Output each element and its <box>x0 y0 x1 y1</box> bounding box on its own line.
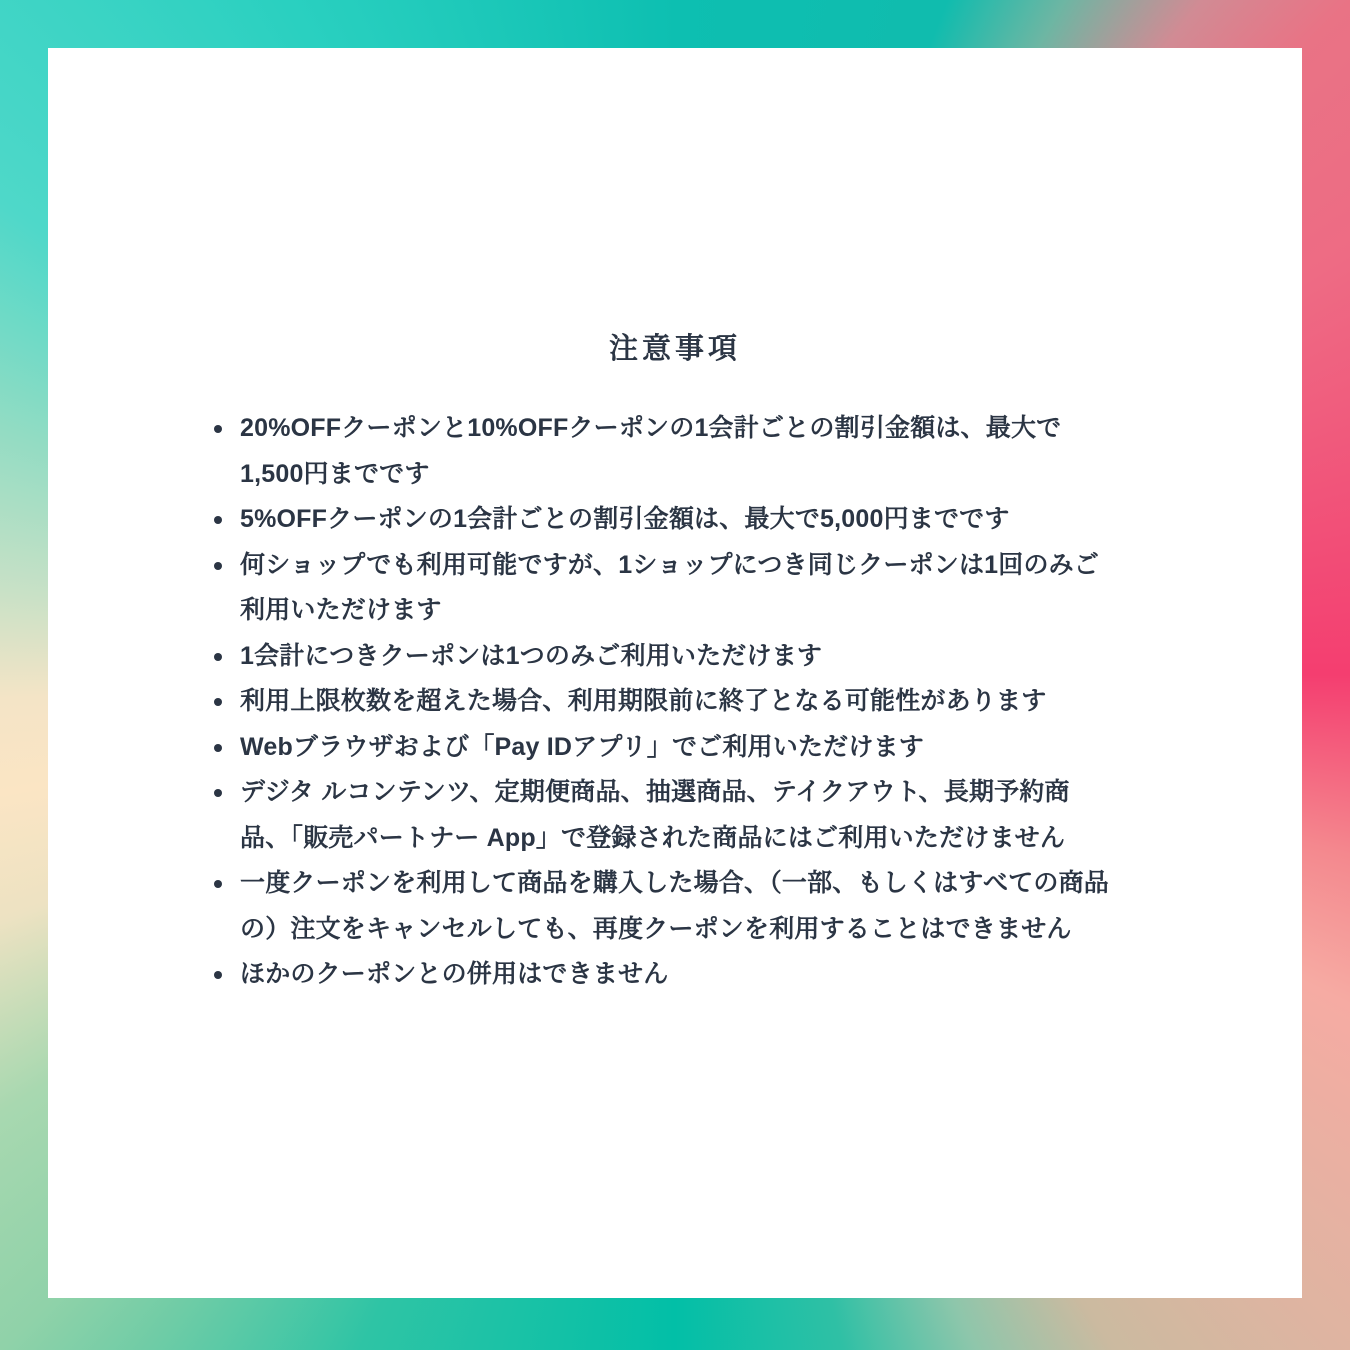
bullet-icon <box>214 971 222 979</box>
note-text: 何ショップでも利用可能ですが、1ショップにつき同じクーポンは1回のみご利用いただけます <box>240 550 1100 624</box>
bullet-icon <box>214 516 222 524</box>
note-item <box>214 543 1120 634</box>
note-text: 一度クーポンを利用して商品を購入した場合、（一部、もしくはすべての商品の）注文をキャンセルしても、再度クーポンを利用することはできません <box>240 869 1110 943</box>
bullet-icon <box>214 698 222 706</box>
note-item <box>214 952 1120 998</box>
note-text: デジタ ルコンテンツ、定期便商品、抽選商品、テイクアウト、長期予約商品、「販売パートナー App」で登録された商品にはご利用いただけません <box>240 778 1070 852</box>
note-text: 1会計につきクーポンは1つのみご利用いただけます <box>240 641 823 670</box>
note-text: ほかのクーポンとの併用はできません <box>240 960 669 988</box>
note-item <box>214 770 1120 861</box>
note-item <box>214 679 1120 725</box>
bullet-icon <box>214 789 222 797</box>
note-item <box>214 497 1120 543</box>
note-text: 5%OFFクーポンの1会計ごとの割引金額は、最大で5,000円までです <box>240 505 1010 533</box>
note-item <box>214 725 1120 771</box>
bullet-icon <box>214 744 222 752</box>
note-text: 20%OFFクーポンと10%OFFクーポンの1会計ごとの割引金額は、最大で1,500円までです <box>240 414 1062 488</box>
notes-list <box>214 406 1120 998</box>
note-text: Webブラウザおよび「Pay IDアプリ」でご利用いただけます <box>240 732 924 761</box>
bullet-icon <box>214 880 222 888</box>
bullet-icon <box>214 562 222 570</box>
bullet-icon <box>214 653 222 661</box>
note-item <box>214 861 1120 952</box>
bullet-icon <box>214 425 222 433</box>
note-item <box>214 634 1120 680</box>
note-text: 利用上限枚数を超えた場合、利用期限前に終了となる可能性があります <box>240 687 1047 715</box>
note-item <box>214 406 1120 497</box>
notice-card <box>48 48 1302 1298</box>
page-title: 注意事項 <box>608 333 741 365</box>
